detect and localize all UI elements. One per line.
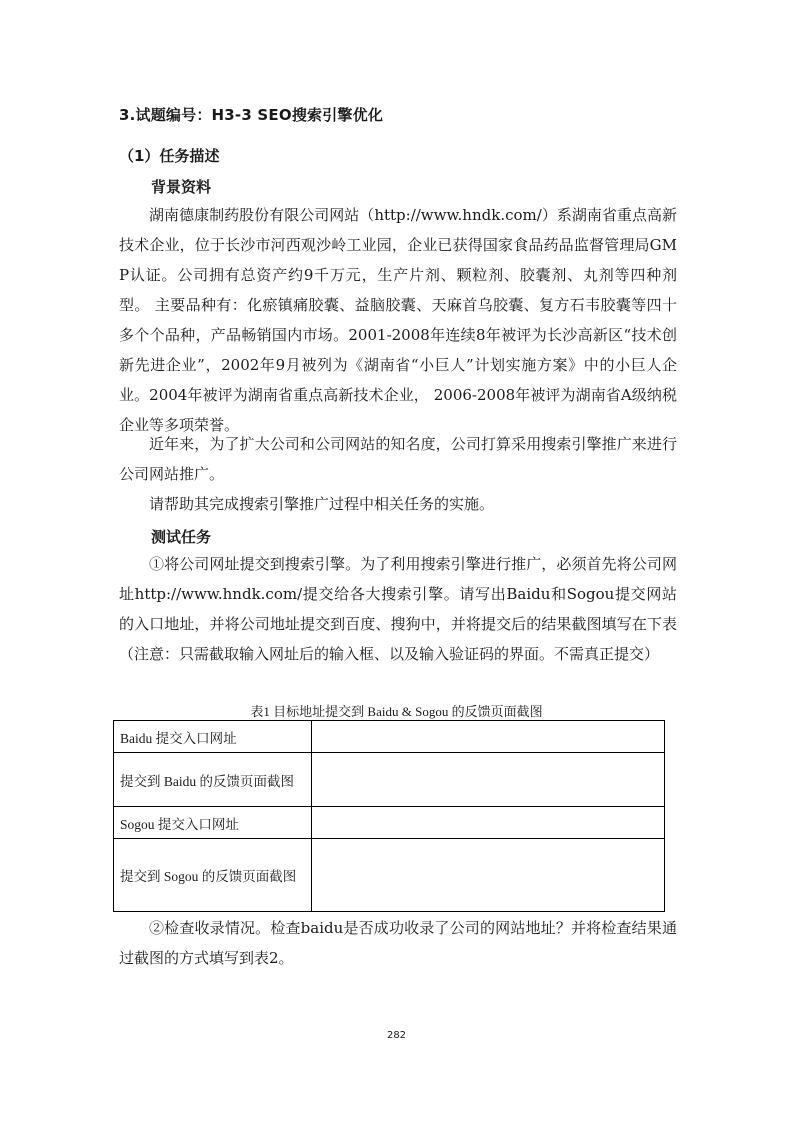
submission-table	[113, 720, 665, 912]
table-value-cell	[312, 839, 665, 912]
task1-paragraph: ①将公司网址提交到搜索引擎。为了利用搜索引擎进行推广，必须首先将公司网址http://www.hndk.com/提交给各大搜索引擎。请写出Baidu和Sogou提交网站的入口地址，并将公司地址提交到百度、搜狗中，并将提交后的结果截图填写在下表（注意：只需截取输入网址后的输入框、以及输入验证码的界面。不需真正提交）	[119, 555, 677, 663]
background-heading: 背景资料	[151, 178, 212, 196]
test-task-heading: 测试任务	[151, 528, 212, 546]
page-number: 282	[386, 1030, 407, 1041]
background-paragraph-request: 请帮助其完成搜索引擎推广过程中相关任务的实施。	[149, 495, 495, 513]
table-row	[114, 721, 665, 753]
table-row	[114, 807, 665, 839]
table-label-cell: 提交到 Sogou 的反馈页面截图	[114, 839, 312, 912]
background-paragraph-promotion: 近年来，为了扩大公司和公司网站的知名度，公司打算采用搜索引擎推广来进行公司网站推广。	[119, 435, 677, 483]
table-value-cell	[312, 807, 665, 839]
table-row	[114, 753, 665, 807]
table-value-cell	[312, 721, 665, 753]
table-caption: 表1 目标地址提交到 Baidu & Sogou 的反馈页面截图	[250, 704, 543, 719]
background-paragraph-company: 湖南德康制药股份有限公司网站（http://www.hndk.com/）系湖南省重点高新技术企业，位于长沙市河西观沙岭工业园，企业已获得国家食品药品监督管理局GMP认证。公司拥有总资产约9千万元，生产片剂、颗粒剂、胶囊剂、丸剂等四种剂型。 主要品种有：化瘀镇痛胶囊、益脑胶囊、天麻首乌胶囊、复方石韦胶囊等四十多个个品种，产品畅销国内市场。2001-2008年连续8年被评为长沙高新区“技术创新先进企业”，2002年9月被列为《湖南省“小巨人”计划实施方案》中的小巨人企业。2004年被评为湖南省重点高新技术企业， 2006-2008年被评为湖南省A级纳税企业等多项荣誉。	[119, 206, 677, 434]
question-title: 3.试题编号：H3-3 SEO搜索引擎优化	[119, 106, 384, 124]
table-label-cell: Baidu 提交入口网址	[114, 721, 312, 753]
table-label-cell: Sogou 提交入口网址	[114, 807, 312, 839]
task-description-heading: （1）任务描述	[119, 147, 220, 165]
table-value-cell	[312, 753, 665, 807]
task2-paragraph: ②检查收录情况。检查baidu是否成功收录了公司的网站地址？并将检查结果通过截图的方式填写到表2。	[119, 919, 677, 967]
table-row	[114, 839, 665, 912]
table-label-cell: 提交到 Baidu 的反馈页面截图	[114, 753, 312, 807]
